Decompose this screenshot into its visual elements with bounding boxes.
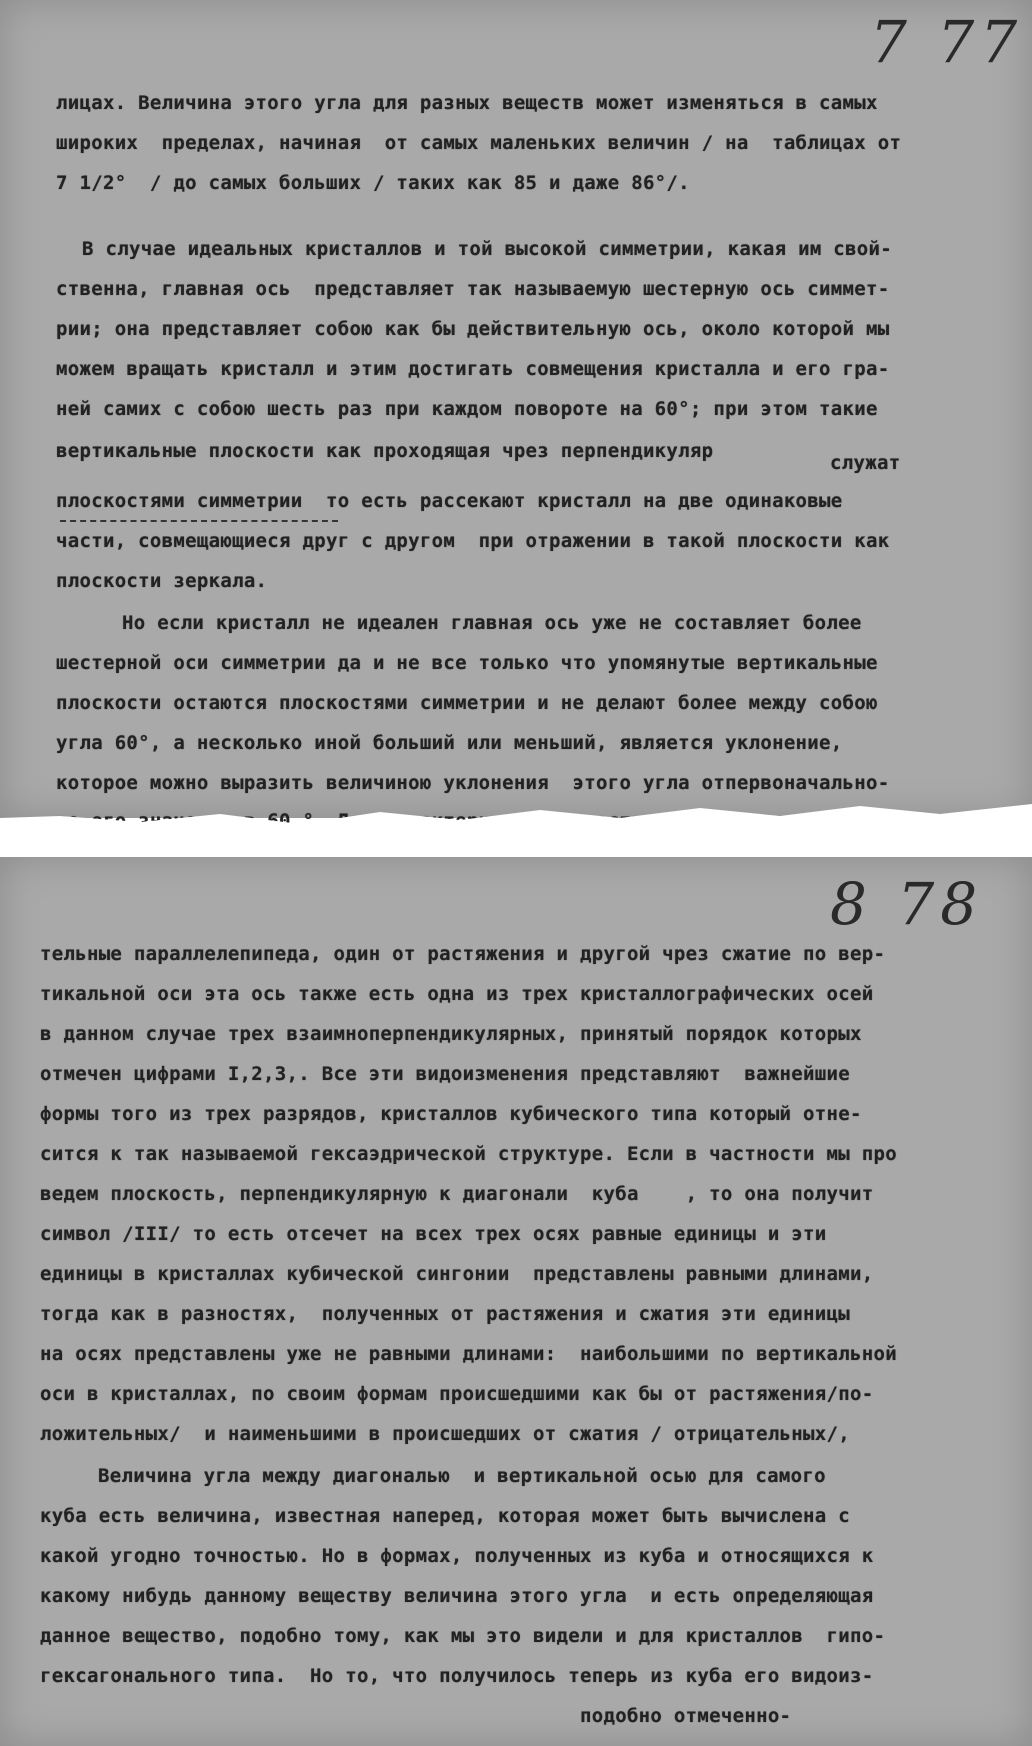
text-line: подобно отмеченно- (40, 1705, 792, 1727)
text-line: плоскости остаются плоскостями симметрии и не делают более между собою (56, 692, 878, 714)
text-line: рии; она представляет собою как бы действительную ось, около которой мы (56, 318, 890, 340)
text-line: служат (830, 452, 901, 474)
text-line: гексагонального типа. Но то, что получилось теперь из куба его видоиз- (40, 1665, 874, 1687)
text-line: Но если кристалл не идеален главная ось уже не составляет более (122, 612, 862, 634)
text-line: какому нибудь данному веществу величина этого угла и есть определяющая (40, 1585, 874, 1607)
document-page-1 (0, 0, 1032, 818)
handwritten-underline (60, 520, 338, 522)
document-page-2 (0, 857, 1032, 1746)
text-line: плоскостями симметрии то есть рассекают кристалл на две одинаковые (56, 490, 843, 512)
text-line: символ /III/ то есть отсечет на всех трех осях равные единицы и эти (40, 1223, 827, 1245)
text-line: лицах. Величина этого угла для разных веществ может изменяться в самых (56, 92, 878, 114)
text-line: куба есть величина, известная наперед, которая может быть вычислена с (40, 1505, 850, 1527)
text-line: шестерной оси симметрии да и не все только что упомянутые вертикальные (56, 652, 878, 674)
text-line: плоскости зеркала. (56, 570, 268, 592)
text-line: ведем плоскость, перпендикулярную к диагонали куба , то она получит (40, 1183, 874, 1205)
torn-edge (0, 800, 1032, 848)
text-line: тогда как в разностях, полученных от растяжения и сжатия эти единицы (40, 1303, 850, 1325)
text-line: В случае идеальных кристаллов и той высокой симметрии, какая им свой- (82, 238, 892, 260)
text-line: сится к так называемой гексаэдрической структуре. Если в частности мы про (40, 1143, 897, 1165)
text-line: широких пределах, начиная от самых маленьких величин / на таблицах от (56, 132, 902, 154)
text-line: которое можно выразить величиною уклонения этого угла отпервоначально- (56, 772, 890, 794)
text-line: тикальной оси эта ось также есть одна из трех кристаллографических осей (40, 983, 874, 1005)
text-line: ственна, главная ось представляет так называемую шестерную ось симмет- (56, 278, 890, 300)
text-line: какой угодно точностью. Но в формах, полученных из куба и относящихся к (40, 1545, 874, 1567)
text-line: части, совмещающиеся друг с другом при отражении в такой плоскости как (56, 530, 890, 552)
text-line: можем вращать кристалл и этим достигать совмещения кристалла и его гра- (56, 358, 890, 380)
text-line: на осях представлены уже не равными длинами: наибольшими по вертикальной (40, 1343, 897, 1365)
page-number: 7 77 (870, 8, 1024, 76)
text-line: в данном случае трех взаимноперпендикулярных, принятый порядок которых (40, 1023, 862, 1045)
text-line: 7 1/2° / до самых больших / таких как 85 и даже 86°/. (56, 172, 690, 194)
text-line: данное вещество, подобно тому, как мы это видели и для кристаллов гипо- (40, 1625, 886, 1647)
text-line: угла 60°, а несколько иной больший или меньший, является уклонение, (56, 732, 843, 754)
text-line: ней самих с собою шесть раз при каждом повороте на 60°; при этом такие (56, 398, 878, 420)
text-line: единицы в кристаллах кубической сингонии представлены равными длинами, (40, 1263, 874, 1285)
text-line: оси в кристаллах, по своим формам происшедшими как бы от растяжения/по- (40, 1383, 874, 1405)
text-line: отмечен цифрами I,2,3,. Все эти видоизменения представляют важнейшие (40, 1063, 850, 1085)
text-line: тельные параллелепипеда, один от растяжения и другой чрез сжатие по вер- (40, 943, 886, 965)
page-number: 8 78 (830, 870, 984, 938)
text-line: формы того из трех разрядов, кристаллов кубического типа который отне- (40, 1103, 862, 1125)
text-line: Величина угла между диагональю и вертикальной осью для самого (98, 1465, 826, 1487)
text-line: вертикальные плоскости как проходящая чрез перпендикуляр (56, 440, 714, 462)
text-line: ложительных/ и наименьшими в происшедших от сжатия / отрицательных/, (40, 1423, 850, 1445)
